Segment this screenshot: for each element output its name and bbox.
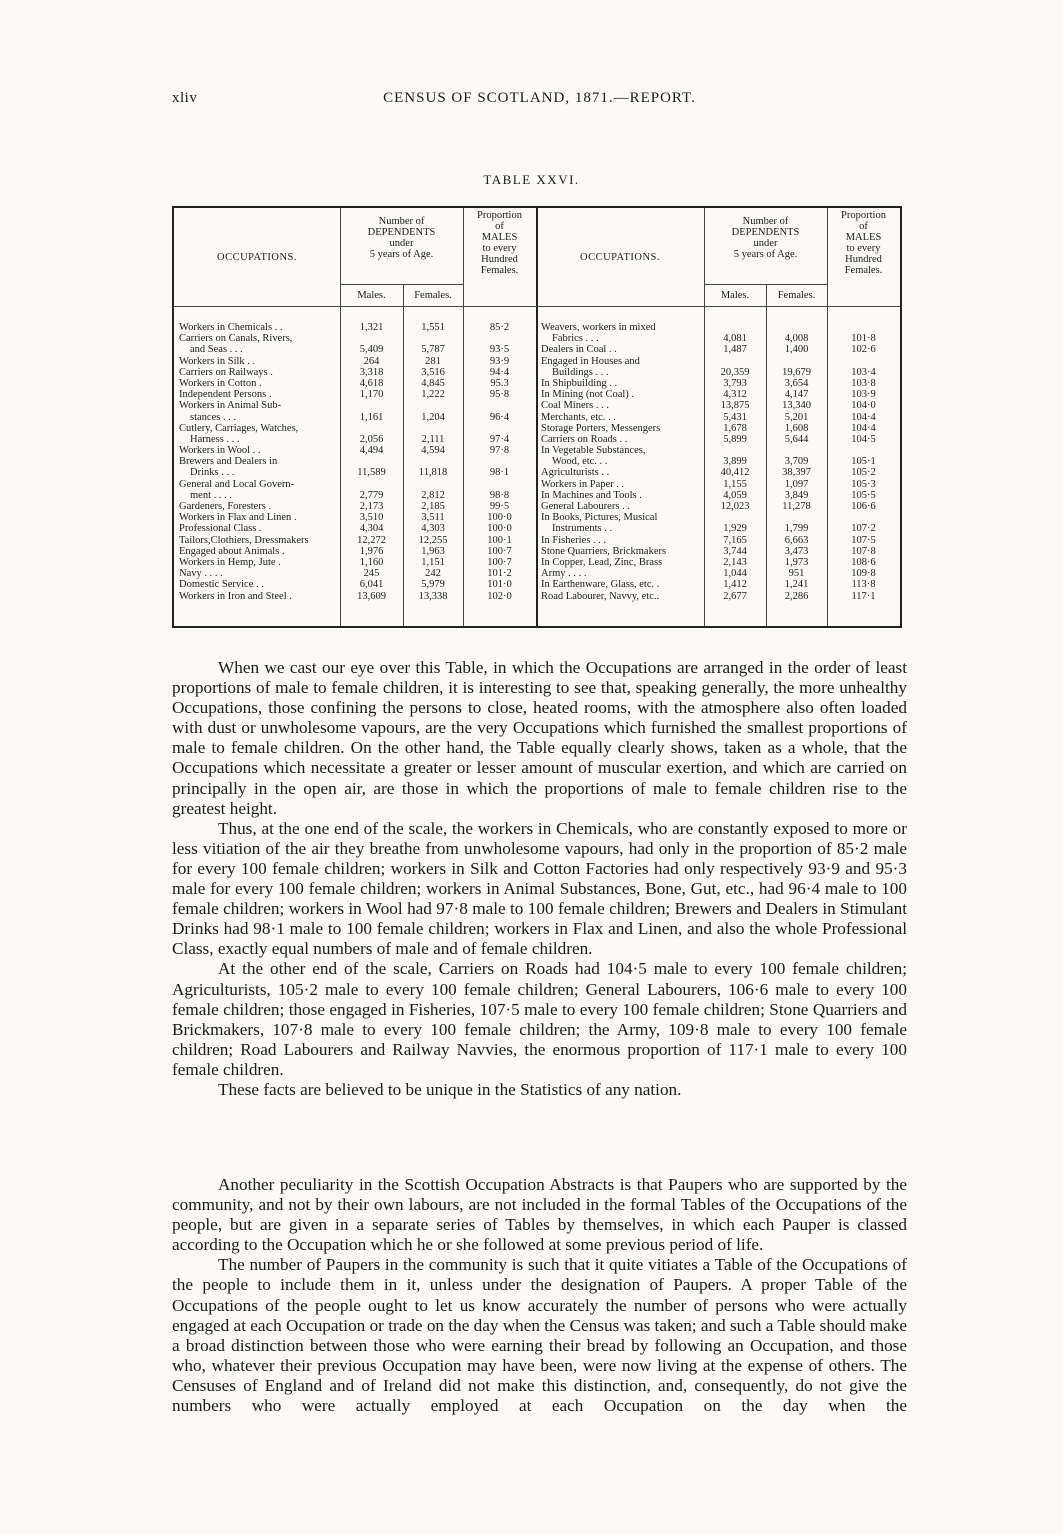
table-cell-value: 2,286: [784, 590, 809, 602]
table-cell-value: 98·1: [489, 467, 510, 479]
table-cell-value: 4,059: [723, 489, 747, 501]
table-cell-value: 85·2: [489, 322, 510, 333]
table-cell-occupation: Workers in Wool . .: [179, 445, 261, 457]
table-cell-value: 93·5: [489, 344, 510, 356]
table-cell-occupation: Storage Porters, Messengers: [541, 422, 661, 434]
table-cell-value: 1,963: [421, 545, 445, 557]
table-cell-value: 104·0: [851, 400, 876, 412]
table-cell-occupation: Road Labourer, Navvy, etc..: [541, 590, 660, 602]
header-occupations: OCCUPATIONS.: [216, 252, 297, 263]
table-cell-occupation: In Vegetable Substances,: [541, 445, 646, 457]
table-cell-value: 19,679: [782, 366, 811, 378]
table-cell-value: 2,812: [421, 489, 445, 501]
table-cell-occupation: Professional Class .: [179, 523, 262, 535]
table-cell-occupation: Tailors,Clothiers, Dressmakers: [179, 534, 309, 546]
rule: [340, 284, 463, 285]
table-cell-value: 3,654: [784, 377, 809, 389]
table-cell-value: 107·8: [851, 545, 876, 557]
rule: [174, 306, 900, 307]
page-title: CENSUS OF SCOTLAND, 1871.—REPORT.: [383, 90, 696, 106]
header-males: Males.: [720, 290, 750, 301]
left-females-column: [403, 322, 463, 602]
table-cell-value: [403, 333, 463, 344]
table-cell-value: [340, 333, 403, 344]
table-cell-value: 7,165: [723, 534, 747, 546]
table-cell-value: [704, 322, 766, 333]
table-cell-value: 4,618: [359, 377, 384, 389]
table-cell-value: 100·7: [487, 556, 512, 568]
rule: [704, 284, 827, 285]
paragraph: Another peculiarity in the Scottish Occupation Abstracts is that Paupers who are supported by the community, and not by their own labours, are not included in the formal Tables of the Occupations of the people, but are given in a separate series of Tables by themselves, in which each Pauper is classed according to the Occupation which he or she followed at some previous period of life.: [172, 1175, 907, 1255]
header-proportion: Proportion of MALES to every Hundred Females.: [477, 210, 522, 276]
table-cell-value: 242: [425, 568, 441, 580]
table-cell-value: 3,709: [784, 456, 809, 468]
table-cell-value: 38,397: [782, 467, 811, 479]
table-cell-value: 94·4: [489, 366, 510, 378]
table-cell-value: 5,409: [359, 344, 384, 356]
table-cell-value: [827, 445, 900, 456]
table-cell-value: 96·4: [489, 411, 510, 423]
table-cell-occupation: In Books, Pictures, Musical: [541, 512, 658, 524]
right-females-column: [766, 322, 827, 602]
paragraph: At the other end of the scale, Carriers on Roads had 104·5 male to every 100 female children; Agriculturists, 105·2 male to every 100 female children; General Labourers, 106·6 male to every 100 female children; those engaged in Fisheries, 107·5 male to every 100 female children; Stone Quarriers and Brickmakers, 107·8 male to every 100 female children; the Army, 109·8 male to every 100 female children; Road Labourers and Railway Navvies, the enormous proportion of 117·1 male to every 100 female children.: [172, 959, 907, 1079]
table-cell-occupation: Workers in Flax and Linen .: [179, 512, 297, 524]
table-cell-occupation: stances . . .: [190, 411, 237, 423]
table-cell-occupation: Workers in Silk . .: [179, 355, 256, 367]
table-cell-value: 12,023: [720, 501, 750, 512]
table-cell-value: 13,875: [720, 400, 750, 412]
table-cell-value: [340, 400, 403, 411]
table-cell-value: 102·6: [851, 344, 876, 356]
table-cell-value: 1,170: [359, 389, 384, 401]
table-cell-occupation: Workers in Animal Sub-: [179, 400, 282, 412]
table-cell-value: 6,041: [359, 579, 384, 591]
table-cell-value: 1,222: [421, 389, 445, 401]
header-females: Females.: [777, 290, 816, 301]
header-females: Females.: [414, 290, 452, 301]
table-cell-value: [463, 423, 536, 434]
header-proportion: Proportion of MALES to every Hundred Females.: [841, 210, 886, 276]
table-cell-value: 4,081: [723, 333, 747, 345]
left-males-column: [340, 322, 403, 602]
table-cell-occupation: In Machines and Tools .: [541, 489, 642, 501]
table-cell-occupation: In Fisheries . . .: [541, 534, 607, 546]
paragraph: The number of Paupers in the community is such that it quite vitiates a Table of the Occupations of the people to include them in it, unless under the designation of Paupers. A proper Table of the Occupations of the people ought to let us know accurately the number of persons who were actually engaged at each Occupation or trade on the day when the Census was taken; and such a Table should make a broad distinction between those who were earning their bread by following an Occupation, and those who, whatever their previous Occupation may have been, were now living at the expense of others. The Censuses of England and of Ireland did not make this distinction, and, consequently, do not give the numbers who were actually employed at each Occupation on the day when the: [172, 1255, 907, 1416]
table-cell-value: 113·8: [851, 579, 876, 591]
table-cell-value: 1,678: [723, 422, 747, 434]
table-cell-value: 11,818: [418, 467, 448, 479]
table-cell-value: 103·8: [851, 377, 876, 389]
table-cell-value: 102·0: [487, 590, 512, 602]
table-cell-occupation: Wood, etc. . .: [552, 456, 608, 468]
table-cell-value: 1,160: [359, 556, 384, 568]
table-cell-value: 1,487: [723, 344, 747, 356]
table-cell-occupation: Cutlery, Carriages, Watches,: [179, 422, 299, 434]
table-cell-value: 6,663: [784, 534, 809, 546]
table-cell-value: 104·5: [851, 433, 876, 445]
table-cell-value: 1,412: [723, 579, 747, 591]
table-cell-value: 5,644: [784, 433, 809, 445]
table-cell-value: [827, 512, 900, 523]
table-cell-value: 1,976: [359, 545, 384, 557]
table-cell-occupation: Stone Quarriers, Brickmakers: [541, 545, 667, 557]
table-cell-occupation: Coal Miners . . .: [541, 400, 609, 412]
table-cell-value: 4,304: [359, 523, 384, 535]
folio: xliv: [172, 90, 198, 106]
table-cell-value: 4,008: [784, 333, 809, 345]
table-cell-value: 107·5: [851, 534, 876, 546]
table-cell-occupation: Drinks . . .: [190, 467, 235, 479]
table-cell-value: [704, 445, 766, 456]
table-cell-value: [463, 400, 536, 411]
table-cell-value: 99·5: [489, 501, 510, 512]
table-cell-occupation: Buildings . . .: [552, 366, 609, 378]
table-cell-occupation: Carriers on Roads . .: [541, 433, 628, 445]
table-cell-value: 1,400: [784, 344, 809, 356]
table-cell-value: 1,204: [421, 411, 445, 423]
table-cell-occupation: Workers in Paper . .: [541, 478, 625, 490]
table-cell-value: 105·3: [851, 478, 876, 490]
table-cell-value: 4,303: [421, 523, 445, 535]
table-cell-value: 109·8: [851, 568, 876, 580]
table-cell-value: 3,473: [784, 545, 809, 557]
table-cell-value: 1,608: [784, 422, 809, 434]
table-cell-value: 5,201: [784, 411, 809, 423]
table-cell-value: [766, 512, 827, 523]
table-cell-value: 2,173: [359, 501, 384, 512]
table-cell-value: 281: [425, 355, 441, 367]
table-cell-value: [463, 456, 536, 467]
table-cell-value: 98·8: [489, 489, 510, 501]
table-cell-value: [403, 456, 463, 467]
right-proportion-column: [827, 322, 900, 602]
table-cell-value: 3,899: [723, 456, 747, 468]
table-cell-value: 104·4: [851, 422, 876, 434]
table-cell-occupation: Army . . . .: [541, 568, 587, 580]
table-cell-value: 103·4: [851, 366, 876, 378]
table-cell-value: 1,929: [723, 523, 747, 535]
table-cell-value: 106·6: [851, 501, 876, 512]
table-cell-occupation: Workers in Iron and Steel .: [179, 590, 292, 602]
table-cell-value: 2,056: [359, 433, 384, 445]
table-cell-value: [403, 479, 463, 490]
table-cell-value: 100·0: [487, 512, 512, 524]
table-cell-value: [340, 479, 403, 490]
table-cell-value: [704, 356, 766, 367]
table-cell-occupation: Domestic Service . .: [179, 579, 264, 591]
table-cell-value: 4,494: [359, 445, 384, 457]
table-cell-value: 108·6: [851, 556, 876, 568]
table-cell-value: 4,312: [723, 389, 747, 401]
table-cell-value: 13,338: [418, 590, 448, 602]
table-cell-occupation: Fabrics . . .: [552, 333, 599, 345]
table-cell-occupation: Workers in Chemicals . .: [179, 322, 283, 333]
table-cell-value: 105·5: [851, 489, 876, 501]
table-cell-value: 4,845: [421, 377, 445, 389]
table-cell-value: 93·9: [489, 355, 510, 367]
table-cell-occupation: General Labourers . .: [541, 501, 630, 512]
table-cell-value: 3,849: [784, 489, 809, 501]
table-cell-value: 2,779: [359, 489, 384, 501]
right-occupation-column: [541, 322, 703, 602]
table-cell-value: [340, 456, 403, 467]
table-cell-occupation: Independent Persons .: [179, 389, 272, 401]
header-dependents: Number of DEPENDENTS under 5 years of Age.: [367, 216, 436, 260]
table-cell-value: 1,044: [723, 568, 747, 580]
table-cell-value: 3,793: [723, 377, 747, 389]
table-cell-value: 13,609: [357, 590, 386, 602]
table-cell-occupation: Workers in Hemp, Jute .: [179, 556, 281, 568]
table-cell-value: 105·1: [851, 456, 876, 468]
table-cell-value: 20,359: [720, 366, 750, 378]
table-cell-value: 12,255: [418, 534, 448, 546]
table-cell-occupation: Gardeners, Foresters .: [179, 501, 272, 512]
left-proportion-column: [463, 322, 536, 602]
table-cell-value: 3,516: [421, 366, 445, 378]
table-cell-value: 117·1: [851, 590, 876, 602]
table-cell-value: [827, 322, 900, 333]
table-cell-value: [340, 423, 403, 434]
occupation-table: [172, 206, 902, 628]
table-cell-occupation: Agriculturists . .: [541, 467, 610, 479]
table-cell-value: 100·7: [487, 545, 512, 557]
table-cell-value: 1,241: [784, 579, 809, 591]
table-cell-value: 101·8: [851, 333, 876, 345]
table-cell-occupation: Dealers in Coal . .: [541, 344, 617, 356]
table-cell-value: 1,161: [359, 411, 384, 423]
table-cell-occupation: Engaged about Animals .: [179, 545, 285, 557]
table-cell-value: 107·2: [851, 523, 876, 535]
table-cell-value: 103·9: [851, 389, 876, 401]
table-cell-occupation: Engaged in Houses and: [541, 355, 640, 367]
table-cell-occupation: General and Local Govern-: [179, 478, 295, 490]
table-cell-value: 11,278: [782, 501, 811, 512]
paragraph: These facts are believed to be unique in the Statistics of any nation.: [218, 1079, 682, 1099]
right-males-column: [704, 322, 766, 602]
table-cell-occupation: In Mining (not Coal) .: [541, 389, 635, 401]
header-occupations: OCCUPATIONS.: [579, 252, 660, 263]
table-cell-value: [403, 423, 463, 434]
table-cell-occupation: In Earthenware, Glass, etc. .: [541, 579, 660, 591]
header-males: Males.: [357, 290, 386, 301]
table-cell-value: 2,185: [421, 501, 445, 512]
table-cell-value: 3,510: [359, 512, 384, 524]
table-cell-value: 101·0: [487, 579, 512, 591]
table-cell-value: 2,677: [723, 590, 747, 602]
table-cell-value: [766, 356, 827, 367]
table-cell-value: 13,340: [782, 400, 811, 412]
table-cell-value: 100·1: [487, 534, 512, 546]
table-cell-value: 4,594: [421, 445, 445, 457]
table-cell-occupation: Weavers, workers in mixed: [541, 322, 656, 333]
table-cell-value: 95.3: [490, 377, 509, 389]
running-head: [172, 90, 907, 110]
table-cell-occupation: Carriers on Canals, Rivers,: [179, 333, 293, 345]
header-dependents: Number of DEPENDENTS under 5 years of Age.: [731, 216, 800, 260]
table-cell-value: [704, 512, 766, 523]
table-cell-occupation: Carriers on Railways .: [179, 366, 273, 378]
table-cell-value: 264: [363, 355, 380, 367]
table-cell-value: 5,899: [723, 433, 747, 445]
table-cell-value: [766, 322, 827, 333]
paragraph: Thus, at the one end of the scale, the workers in Chemicals, who are constantly exposed to more or less vitiation of the air they breathe from unwholesome vapours, had only in the proportion of 85·2 male for every 100 female children; workers in Silk and Cotton Factories had only respectively 93·9 and 95·3 male for every 100 female children; workers in Animal Substances, Bone, Gut, etc., had 96·4 male to 100 female children; workers in Wool had 97·8 male to 100 female children; Brewers and Dealers in Stimulant Drinks had 98·1 male to 100 female children; workers in Flax and Linen, and also the whole Professional Class, exactly equal numbers of male and of female children.: [172, 818, 907, 959]
table-cell-value: 4,147: [784, 389, 809, 401]
table-cell-occupation: Harness . . .: [190, 433, 240, 445]
table-cell-value: 101·2: [487, 568, 512, 580]
table-cell-occupation: Brewers and Dealers in: [179, 456, 278, 468]
table-cell-occupation: Navy . . . .: [179, 568, 223, 580]
table-cell-value: 3,744: [723, 545, 747, 557]
table-cell-value: 245: [363, 568, 380, 580]
table-cell-value: 40,412: [720, 467, 750, 479]
rule: [536, 208, 538, 626]
table-cell-value: 105·2: [851, 467, 876, 479]
table-cell-value: [403, 400, 463, 411]
table-cell-value: 3,318: [359, 366, 384, 378]
table-cell-value: 1,551: [421, 322, 445, 333]
table-cell-value: 97·4: [489, 433, 510, 445]
table-cell-value: 11,589: [357, 467, 386, 479]
table-cell-value: [463, 333, 536, 344]
table-cell-value: 95·8: [489, 389, 510, 401]
body-text-upper: [172, 658, 907, 1100]
table-cell-value: 951: [788, 568, 805, 580]
table-cell-value: 5,787: [421, 344, 445, 356]
table-cell-value: 1,321: [359, 322, 384, 333]
table-cell-value: 97·8: [489, 445, 510, 457]
table-cell-value: 1,799: [784, 523, 809, 535]
table-cell-occupation: In Copper, Lead, Zinc, Brass: [541, 556, 663, 568]
table-cell-value: [827, 356, 900, 367]
table-cell-value: 5,431: [723, 411, 747, 423]
left-occupation-column: [179, 322, 339, 602]
table-cell-value: 2,143: [723, 556, 747, 568]
table-caption: TABLE XXVI.: [483, 172, 580, 187]
table-cell-value: [766, 445, 827, 456]
table-cell-occupation: Instruments . .: [552, 523, 613, 535]
table-cell-occupation: In Shipbuilding . .: [541, 377, 618, 389]
body-text-lower: [172, 1175, 907, 1416]
table-cell-value: 1,973: [784, 556, 809, 568]
table-cell-occupation: ment . . . .: [190, 489, 232, 501]
table-cell-value: 12,272: [357, 534, 386, 546]
table-cell-value: 5,979: [421, 579, 445, 591]
table-cell-value: [463, 479, 536, 490]
table-cell-value: 104·4: [851, 411, 876, 423]
table-cell-value: 1,097: [784, 478, 809, 490]
table-cell-occupation: Merchants, etc. . .: [541, 411, 616, 423]
paragraph: When we cast our eye over this Table, in which the Occupations are arranged in the order of least proportions of male to female children, it is interesting to see that, speaking generally, the more unhealthy Occupations, those confining the persons to close, heated rooms, with the atmosphere also often loaded with dust or unwholesome vapours, are the very Occupations which furnished the smallest proportions of male to female children. On the other hand, the Table equally clearly shows, taken as a whole, that the Occupations which necessitate a greater or lesser amount of muscular exertion, and which are carried on principally in the open air, are those in which the proportions of male to female children rise to the greatest height.: [172, 658, 907, 818]
table-cell-value: 2,111: [421, 433, 445, 445]
table-cell-value: 3,511: [421, 512, 445, 524]
table-cell-occupation: and Seas . . .: [190, 344, 243, 356]
table-cell-value: 100·0: [487, 523, 512, 535]
table-cell-value: 1,155: [723, 478, 747, 490]
table-cell-value: 1,151: [421, 556, 445, 568]
table-cell-occupation: Workers in Cotton .: [179, 377, 262, 389]
